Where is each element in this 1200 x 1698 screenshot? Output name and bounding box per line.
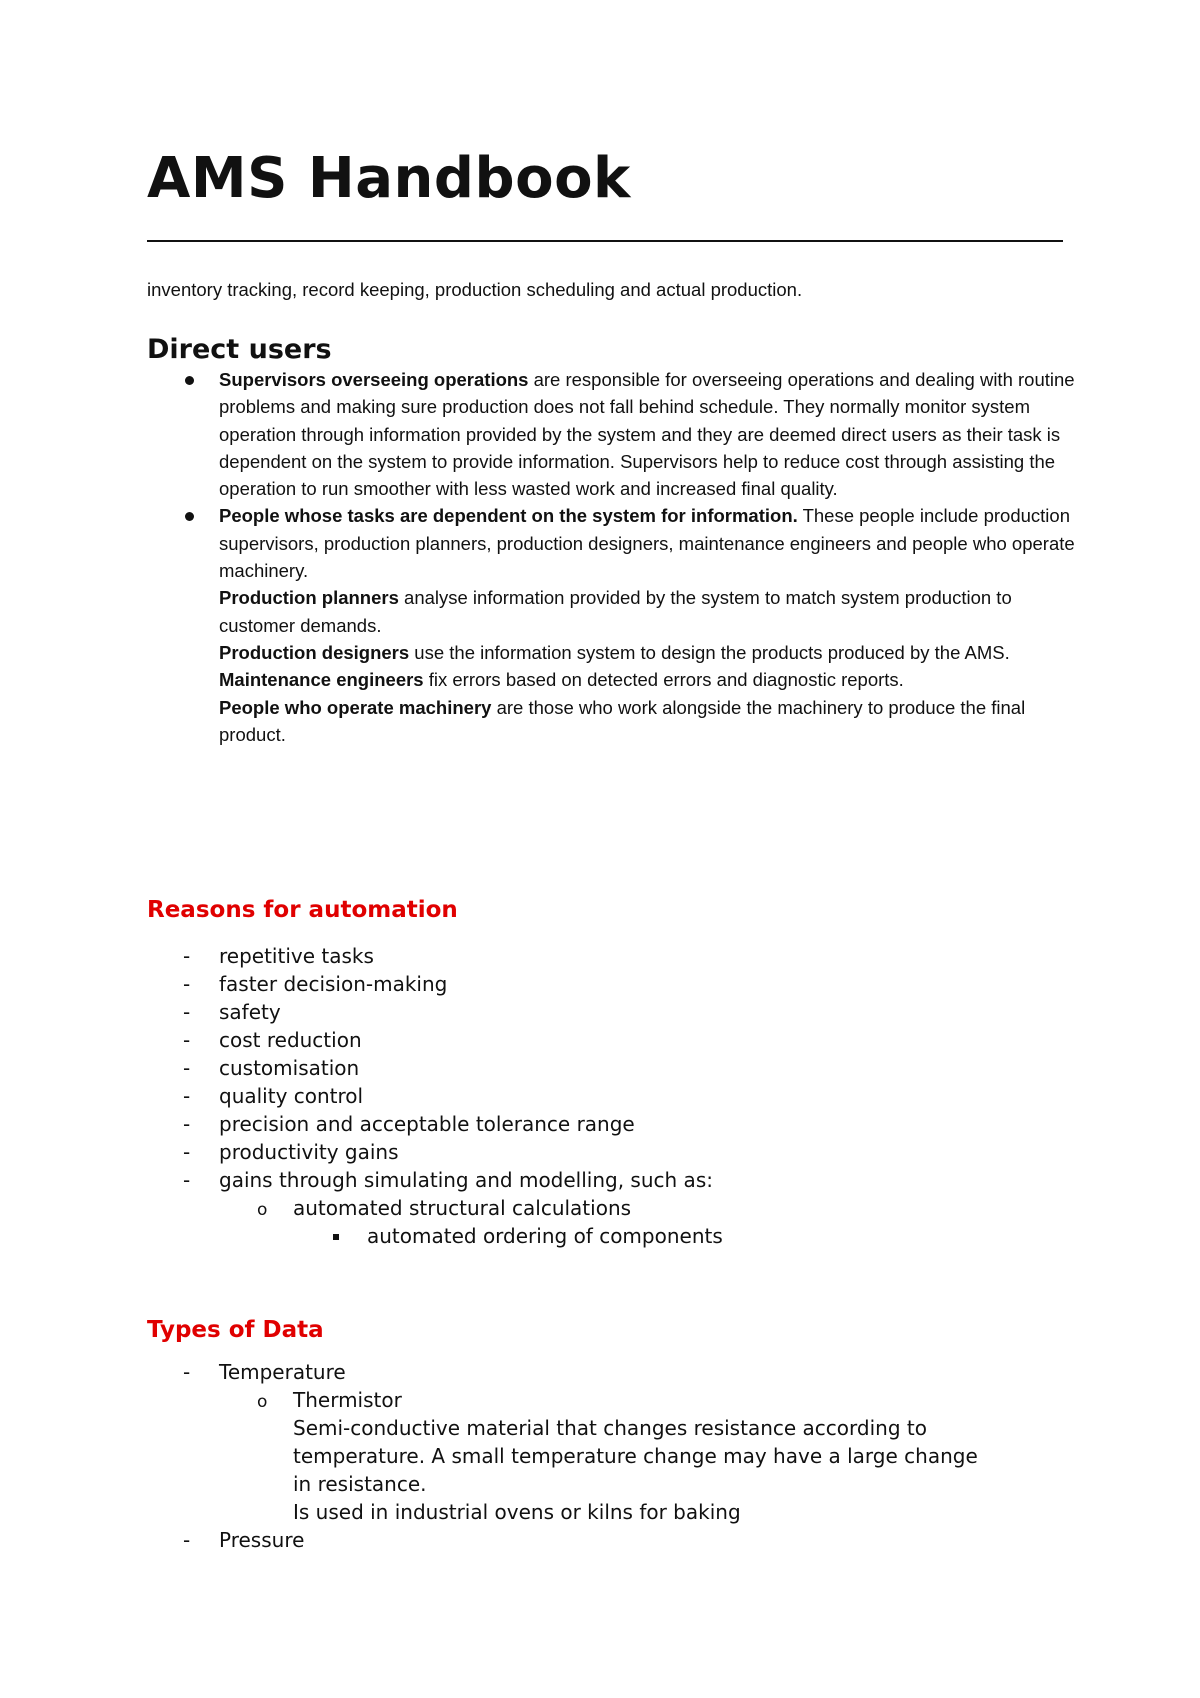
sub-sub-list-item: [147, 1222, 723, 1250]
dash-marker: -: [183, 1140, 191, 1164]
list-item: [147, 1054, 723, 1082]
title-divider: [147, 240, 1063, 242]
list-item-text: Pressure: [219, 1528, 305, 1552]
description-line: Is used in industrial ovens or kilns for baking: [293, 1500, 741, 1524]
list-item-text: quality control: [219, 1084, 364, 1108]
direct-users-list: [147, 366, 1077, 748]
list-item-text: gains through simulating and modelling, such as:: [219, 1168, 713, 1192]
bold-lead: Maintenance engineers: [219, 669, 424, 691]
dash-marker: -: [183, 1112, 191, 1136]
paragraph-text: are responsible for overseeing operations and dealing with routine problems and making sure production does not fall behind schedule. They normally monitor system operation through information provided by the system and they are deemed direct users as their task is dependent on the system to provide information. Supervisors help to reduce cost through assisting the operation to run smoother with less wasted work and increased final quality.: [219, 369, 1075, 500]
list-item-text: repetitive tasks: [219, 944, 374, 968]
list-item-text: automated structural calculations: [293, 1196, 632, 1220]
list-item: [147, 970, 723, 998]
direct-users-heading: Direct users: [147, 334, 332, 365]
paragraph-text: use the information system to design the products produced by the AMS.: [409, 641, 1010, 663]
list-item: [147, 366, 1077, 502]
list-item: [147, 1138, 723, 1166]
bold-lead: People whose tasks are dependent on the system for information.: [219, 505, 798, 527]
list-item: [147, 1110, 723, 1138]
dash-marker: -: [183, 1528, 191, 1552]
bullet-icon: [185, 376, 194, 385]
intro-paragraph: inventory tracking, record keeping, production scheduling and actual production.: [147, 279, 803, 300]
sub-paragraph: [219, 639, 1077, 666]
list-item: [147, 1082, 723, 1110]
list-item-text: productivity gains: [219, 1140, 399, 1164]
dash-marker: -: [183, 944, 191, 968]
list-item-text: faster decision-making: [219, 972, 448, 996]
dash-marker: -: [183, 1028, 191, 1052]
circle-bullet-icon: o: [257, 1392, 268, 1412]
sub-paragraph: [219, 584, 1077, 639]
paragraph-text: These people include production supervisors, production planners, production designers, maintenance engineers and people who operate machinery.: [219, 505, 1075, 582]
list-item-text: cost reduction: [219, 1028, 362, 1052]
reasons-heading: Reasons for automation: [147, 897, 458, 923]
description-line: in resistance.: [293, 1472, 427, 1496]
list-item: [147, 1358, 978, 1386]
paragraph: [219, 366, 1077, 502]
bold-lead: Production planners: [219, 587, 399, 609]
list-item-text: safety: [219, 1000, 281, 1024]
sub-paragraph: [219, 694, 1077, 749]
dash-marker: -: [183, 972, 191, 996]
document-title: AMS Handbook: [147, 146, 631, 211]
bold-lead: Production designers: [219, 641, 410, 663]
square-bullet-icon: [333, 1234, 339, 1240]
paragraph-text: fix errors based on detected errors and diagnostic reports.: [423, 669, 904, 691]
paragraph-text: analyse information provided by the system to match system production to customer demands.: [219, 587, 1012, 636]
list-item-text: precision and acceptable tolerance range: [219, 1112, 635, 1136]
sub-paragraph: [219, 666, 1077, 693]
list-item: [147, 1166, 723, 1194]
types-of-data-heading: Types of Data: [147, 1317, 324, 1343]
list-item: [147, 998, 723, 1026]
bullet-icon: [185, 512, 194, 521]
description-line: Semi-conductive material that changes resistance according to: [293, 1416, 927, 1440]
paragraph-text: are those who work alongside the machinery to produce the final product.: [219, 696, 1026, 745]
dash-marker: -: [183, 1168, 191, 1192]
list-item: [147, 942, 723, 970]
list-item-text: automated ordering of components: [367, 1224, 723, 1248]
description-line: temperature. A small temperature change may have a large change: [293, 1444, 978, 1468]
list-item-text: customisation: [219, 1056, 360, 1080]
bold-lead: People who operate machinery: [219, 696, 492, 718]
reasons-list: [147, 942, 723, 1250]
bold-lead: Supervisors overseeing operations: [219, 369, 529, 390]
sub-list-item: [147, 1194, 723, 1222]
dash-marker: -: [183, 1360, 191, 1384]
list-item: [147, 1526, 978, 1554]
types-of-data-list: [147, 1358, 978, 1554]
dash-marker: -: [183, 1000, 191, 1024]
list-item: [147, 502, 1077, 748]
list-item: [147, 1026, 723, 1054]
circle-bullet-icon: o: [257, 1200, 268, 1220]
list-item-text: Temperature: [219, 1360, 346, 1384]
dash-marker: -: [183, 1056, 191, 1080]
paragraph: [219, 502, 1077, 584]
dash-marker: -: [183, 1084, 191, 1108]
sub-list-item: [147, 1386, 978, 1414]
list-item-text: Thermistor: [293, 1388, 402, 1412]
